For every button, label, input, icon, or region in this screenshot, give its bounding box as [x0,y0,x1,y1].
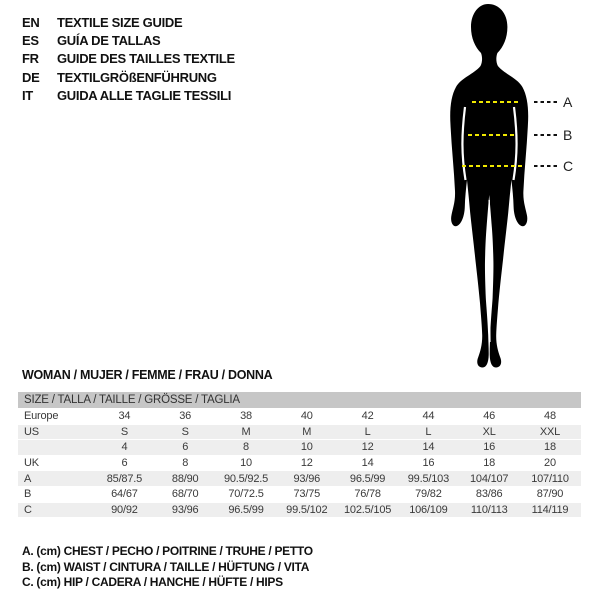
size-cell: 96.5/99 [349,472,386,485]
row-label: B [24,488,32,501]
lang-title: GUÍA DE TALLAS [57,33,161,49]
section-title-woman: WOMAN / MUJER / FEMME / FRAU / DONNA [22,368,273,382]
size-cell: 12 [361,441,374,454]
legend-hip: C. (cm) HIP / CADERA / HANCHE / HÜFTE / HIPS [22,575,283,590]
legend-chest: A. (cm) CHEST / PECHO / POITRINE / TRUHE / PETTO [22,544,313,558]
lang-code: ES [22,33,39,49]
size-cell: 90/92 [111,503,138,516]
size-cell: 73/75 [293,488,321,501]
size-cell: 90.5/92.5 [223,472,269,485]
size-cell: 18 [544,441,556,454]
size-cell: 99.5/102 [286,503,328,516]
size-cell: 85/87.5 [106,472,143,485]
size-cell: 107/110 [531,472,569,485]
table-row-uk [18,456,581,472]
lang-code: DE [22,69,40,85]
size-cell: S [181,425,189,438]
row-label: UK [24,457,39,470]
size-cell: 79/82 [415,488,442,501]
woman-silhouette-svg [430,0,600,380]
lang-title: TEXTILE SIZE GUIDE [57,14,183,30]
language-title-list [22,13,235,105]
size-cell: 93/96 [293,472,321,485]
size-cell: 14 [361,457,374,470]
size-cell: 76/78 [354,488,381,501]
size-cell: 16 [422,457,435,470]
size-cell: 48 [544,410,556,423]
lang-row-de [22,68,235,86]
size-table-header: SIZE / TALLA / TAILLE / GRÖSSE / TAGLIA [18,392,581,409]
calf-gap [489,286,490,342]
table-row-waist-b [18,487,581,503]
size-cell: L [425,425,432,438]
lang-row-en [22,13,235,31]
size-cell: 34 [118,410,131,423]
size-cell: 68/70 [171,488,199,501]
size-cell: 46 [483,410,496,423]
size-cell: 93/96 [171,503,199,516]
size-cell: 83/86 [475,488,503,501]
table-row-hip-c [18,503,581,519]
size-cell: M [241,425,251,438]
lang-row-it [22,87,235,105]
row-label: C [24,503,32,516]
size-cell: 4 [121,441,128,454]
size-cell: M [302,425,312,438]
size-cell: 102.5/105 [344,503,392,516]
row-label: A [24,472,32,485]
size-cell: 12 [300,457,313,470]
table-row-europe [18,409,581,425]
size-cell: 40 [300,410,313,423]
lang-row-fr [22,50,235,68]
marker-label-a: A [563,94,573,110]
lang-title: GUIDE DES TAILLES TEXTILE [57,51,235,67]
table-row-chest-a [18,471,581,487]
size-cell: 6 [121,457,128,470]
size-cell: 64/67 [111,488,138,501]
size-cell: 36 [179,410,192,423]
size-cell: 99.5/103 [407,472,449,485]
size-cell: 20 [544,457,556,470]
size-cell: 10 [240,457,252,470]
row-label: US [24,425,39,438]
size-cell: 16 [483,441,496,454]
size-cell: 106/109 [409,503,448,516]
measurement-legend [22,544,313,591]
marker-label-b: B [563,127,573,143]
table-row-us-letter [18,425,581,441]
size-cell: XL [482,425,496,438]
size-cell: 114/119 [531,503,569,516]
lang-title: GUIDA ALLE TAGLIE TESSILI [57,88,232,104]
lang-code: FR [22,51,39,67]
size-cell: 42 [361,410,374,423]
woman-figure-diagram [430,0,600,380]
lang-code: EN [22,14,40,30]
lang-row-es [22,31,235,49]
size-cell: 8 [182,457,189,470]
size-table [18,392,581,518]
size-cell: 8 [243,441,249,454]
size-cell: 70/72.5 [228,488,264,501]
lang-title: TEXTILGRÖßENFÜHRUNG [57,69,217,85]
size-cell: 18 [483,457,496,470]
legend-waist: B. (cm) WAIST / CINTURA / TAILLE / HÜFTUNG / VITA [22,559,310,574]
size-cell: 38 [240,410,252,423]
size-cell: 14 [422,441,435,454]
size-cell: 6 [182,441,189,454]
row-label: Europe [24,410,59,423]
size-cell: 88/90 [171,472,199,485]
size-cell: 44 [422,410,435,423]
size-cell: 10 [300,441,313,454]
lang-code: IT [22,88,33,104]
marker-label-c: C [563,158,574,174]
size-cell: 110/113 [470,503,508,516]
size-cell: 104/107 [469,472,509,485]
size-cell: S [120,425,128,438]
size-cell: L [364,425,371,438]
size-cell: XXL [539,425,561,438]
size-cell: 96.5/99 [228,503,264,516]
table-row-us-numeric [18,440,581,456]
size-cell: 87/90 [536,488,564,501]
